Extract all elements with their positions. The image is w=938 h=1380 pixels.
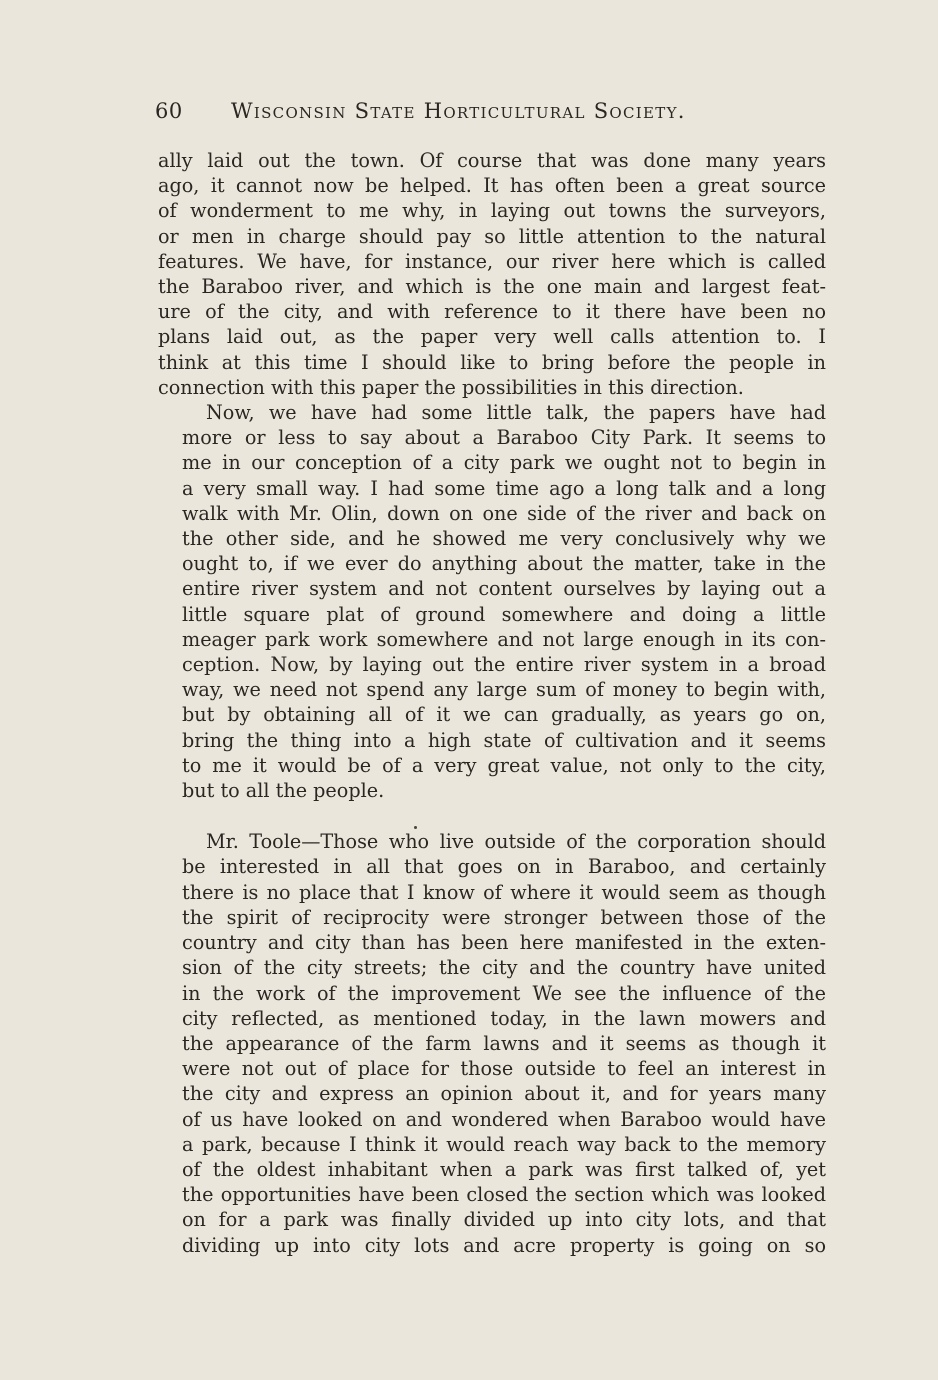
paragraph-3 — [158, 829, 826, 1257]
text-line: the other side, and he showed me very conclusively why we — [182, 527, 826, 551]
text-line: be interested in all that goes on in Baraboo, and certainly — [182, 855, 826, 879]
running-head — [155, 96, 835, 126]
text-line: entire river system and not content ourselves by laying out a — [182, 577, 826, 601]
print-speck — [414, 826, 417, 829]
text-line: walk with Mr. Olin, down on one side of the river and back on — [182, 501, 826, 525]
text-line: ago, it cannot now be helped. It has often been a great source — [158, 174, 826, 198]
text-line: bring the thing into a high state of cultivation and it seems — [182, 728, 826, 752]
text-line: a very small way. I had some time ago a long talk and a long — [182, 476, 826, 500]
paragraph-gap — [158, 803, 826, 829]
text-line: ception. Now, by laying out the entire river system in a broad — [182, 653, 826, 677]
text-line: or men in charge should pay so little attention to the natural — [158, 224, 826, 248]
text-line: more or less to say about a Baraboo City Park. It seems to — [182, 426, 826, 450]
text-line: Now, we have had some little talk, the papers have had — [206, 401, 826, 425]
text-line: but by obtaining all of it we can gradually, as years go on, — [182, 703, 826, 727]
text-line: there is no place that I know of where it would seem as though — [182, 880, 826, 904]
text-line: the city and express an opinion about it, and for years many — [182, 1082, 826, 1106]
text-line: think at this time I should like to bring before the people in — [158, 350, 826, 374]
text-line: the Baraboo river, and which is the one main and largest feat- — [158, 275, 826, 299]
text-line: were not out of place for those outside to feel an interest in — [182, 1057, 826, 1081]
text-line: Mr. Toole—Those who live outside of the corporation should — [206, 830, 826, 854]
paragraph-2 — [158, 400, 826, 803]
text-line: plans laid out, as the paper very well calls attention to. I — [158, 325, 826, 349]
text-line: on for a park was finally divided up into city lots, and that — [182, 1208, 826, 1232]
text-line: connection with this paper the possibilities in this direction. — [158, 375, 744, 399]
text-line: sion of the city streets; the city and the country have united — [182, 956, 826, 980]
text-line: of the oldest inhabitant when a park was first talked of, yet — [182, 1157, 826, 1181]
text-line: city reflected, as mentioned today, in the lawn mowers and — [182, 1006, 826, 1030]
text-line: ally laid out the town. Of course that was done many years — [158, 149, 826, 172]
text-line: dividing up into city lots and acre property is going on so — [182, 1233, 826, 1257]
text-line: to me it would be of a very great value, not only to the city, — [182, 753, 826, 777]
text-line: in the work of the improvement We see the influence of the — [182, 981, 826, 1005]
text-line: but to all the people. — [182, 779, 385, 803]
page-number: 60 — [155, 99, 183, 123]
text-line: the appearance of the farm lawns and it seems as though it — [182, 1031, 826, 1055]
text-line: country and city than has been here manifested in the exten- — [182, 931, 826, 955]
text-line: meager park work somewhere and not large enough in its con- — [182, 627, 826, 651]
text-line: ure of the city, and with reference to it there have been no — [158, 300, 826, 324]
text-line: of wonderment to me why, in laying out towns the surveyors, — [158, 199, 826, 223]
page-header-title: Wisconsin State Horticultural Society. — [231, 99, 686, 123]
text-line: a park, because I think it would reach way back to the memory — [182, 1132, 826, 1156]
text-line: of us have looked on and wondered when Baraboo would have — [182, 1107, 826, 1131]
text-line: me in our conception of a city park we ought not to begin in — [182, 451, 826, 475]
text-line: features. We have, for instance, our river here which is called — [158, 249, 826, 273]
text-line: way, we need not spend any large sum of money to begin with, — [182, 678, 826, 702]
paragraph-1 — [158, 148, 826, 400]
body-text — [158, 148, 826, 1258]
text-line: ought to, if we ever do anything about the matter, take in the — [182, 552, 826, 576]
text-line: the opportunities have been closed the section which was looked — [182, 1183, 826, 1207]
text-line: little square plat of ground somewhere and doing a little — [182, 602, 826, 626]
text-line: the spirit of reciprocity were stronger between those of the — [182, 905, 826, 929]
